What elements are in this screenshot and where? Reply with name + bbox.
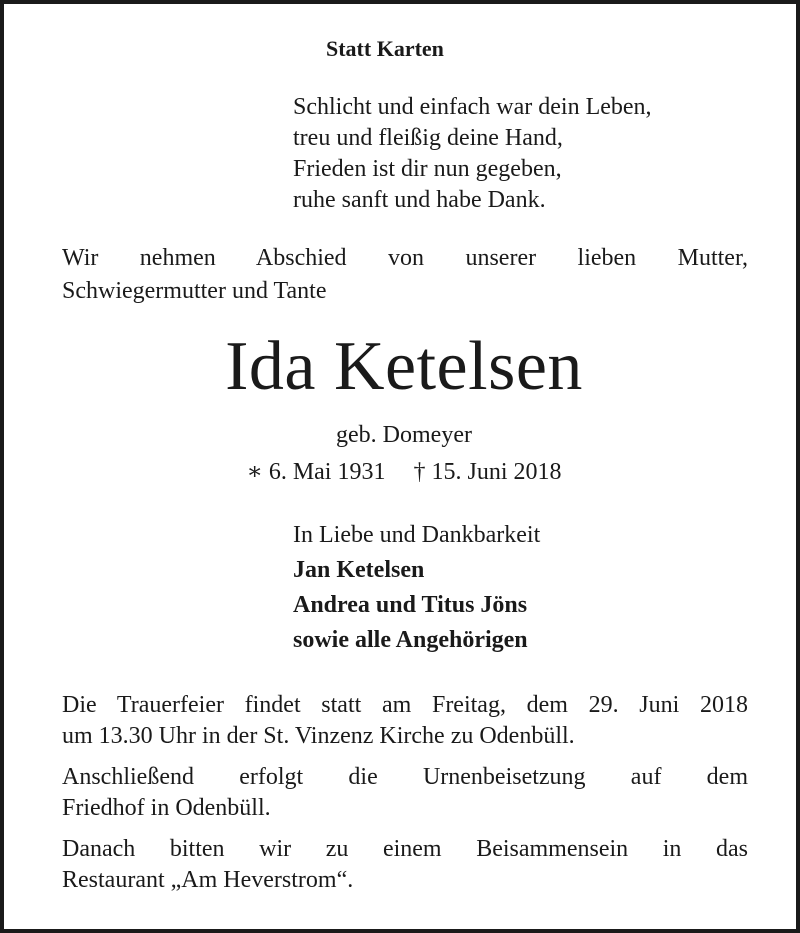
intro-text [62,242,748,308]
paragraph-line: Danach bitten wir zu einem Beisammensein in das [62,836,748,862]
death-date: † 15. Juni 2018 [413,459,562,485]
paragraph-line: um 13.30 Uhr in der St. Vinzenz Kirche zu Odenbüll. [62,723,575,749]
mourners-intro: In Liebe und Dankbarkeit [293,522,541,548]
deceased-name: Ida Ketelsen [225,328,583,405]
intro-line: Wir nehmen Abschied von unserer lieben Mutter, [62,245,748,271]
maiden-name: geb. Domeyer [336,422,472,448]
intro-line: Schwiegermutter und Tante [62,278,327,304]
paragraph-line: Restaurant „Am Heverstrom“. [62,867,354,893]
mourner-name: sowie alle Angehörigen [293,627,528,653]
mourner-name: Jan Ketelsen [293,557,425,583]
paragraph-line: Anschließend erfolgt die Urnenbeisetzung auf dem [62,764,748,790]
paragraph-line: Friedhof in Odenbüll. [62,795,271,821]
paragraph-line: Die Trauerfeier findet statt am Freitag, dem 29. Juni 2018 [62,692,748,718]
mourners-block [293,518,540,658]
poem [293,92,652,216]
header-statt-karten: Statt Karten [326,36,444,61]
paragraph-funeral-service [62,690,748,752]
paragraph-burial [62,762,748,824]
poem-line: Frieden ist dir nun gegeben, [293,156,562,182]
poem-line: ruhe sanft und habe Dank. [293,187,546,213]
paragraph-gathering [62,834,748,896]
mourner-name: Andrea und Titus Jöns [293,592,528,618]
poem-line: treu und fleißig deine Hand, [293,125,563,151]
life-dates [4,457,800,486]
mourner-names [293,553,540,658]
poem-line: Schlicht und einfach war dein Leben, [293,94,652,120]
funeral-details [62,690,748,906]
birth-date: ∗ 6. Mai 1931 [246,459,386,485]
